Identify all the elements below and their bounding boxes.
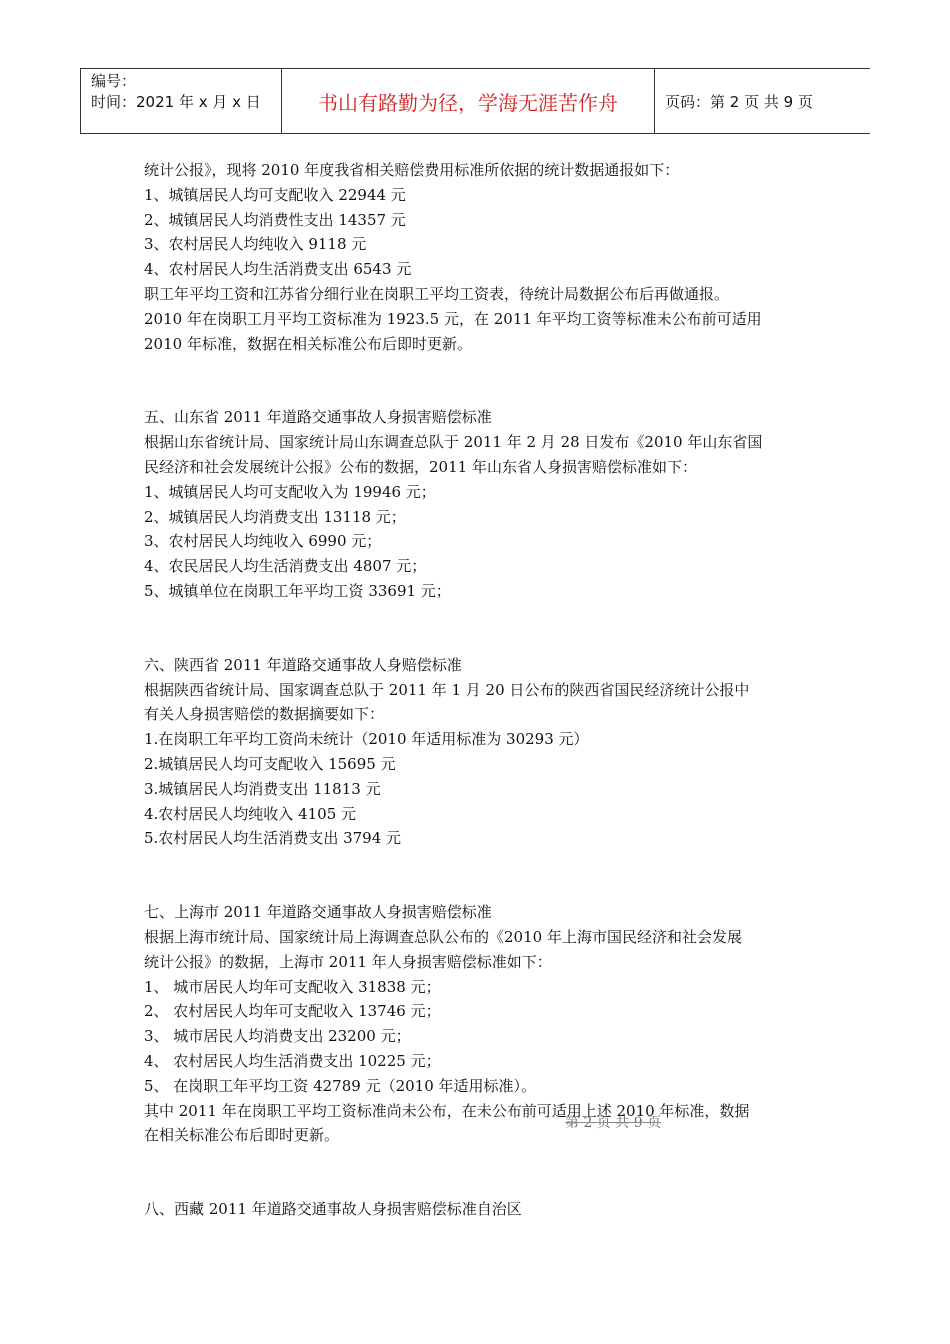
text-line: 1、 城市居民人均年可支配收入 31838 元； <box>144 977 441 996</box>
text-line: 4.农村居民人均纯收入 4105 元 <box>144 804 357 823</box>
text-line: 3.城镇居民人均消费支出 11813 元 <box>144 779 381 798</box>
text-line: 3、农村居民人均纯收入 9118 元 <box>144 235 367 254</box>
text-line: 根据上海市统计局、国家统计局上海调查总队公布的《2010 年上海市国民经济和社会发展 <box>144 927 742 946</box>
text-line: 2、 农村居民人均年可支配收入 13746 元； <box>144 1002 441 1021</box>
text-line: 1、城镇居民人均可支配收入为 19946 元； <box>144 482 436 501</box>
text-line: 1.在岗职工年平均工资尚未统计（2010 年适用标准为 30293 元） <box>144 730 589 749</box>
header-info-cell <box>81 69 282 133</box>
page-footer-overlay: 第 2 页 共 9 页 <box>565 1115 662 1131</box>
text-line: 2010 年在岗职工月平均工资标准为 1923.5 元，在 2011 年平均工资等标准未公布前可适用 <box>144 309 762 328</box>
text-line: 八、西藏 2011 年道路交通事故人身损害赔偿标准自治区 <box>144 1200 522 1219</box>
text-line: 3、 城市居民人均消费支出 23200 元； <box>144 1027 411 1046</box>
text-line: 2010 年标准，数据在相关标准公布后即时更新。 <box>144 334 472 353</box>
header-page-code: 页码：第 2 页 共 9 页 <box>665 92 813 111</box>
text-line: 5、城镇单位在岗职工年平均工资 33691 元； <box>144 581 451 600</box>
text-line: 在相关标准公布后即时更新。 <box>144 1126 340 1145</box>
document-body <box>144 158 814 1222</box>
text-line: 六、陕西省 2011 年道路交通事故人身赔偿标准 <box>144 655 462 674</box>
text-line: 七、上海市 2011 年道路交通事故人身损害赔偿标准 <box>144 903 492 922</box>
text-line: 其中 2011 年在岗职工平均工资标准尚未公布，在未公布前可适用上述 2010 年标准，数据 <box>144 1101 750 1120</box>
text-line: 2、城镇居民人均消费支出 13118 元； <box>144 507 406 526</box>
text-line: 4、农村居民人均生活消费支出 6543 元 <box>144 260 412 279</box>
text-line: 2、城镇居民人均消费性支出 14357 元 <box>144 210 406 229</box>
text-line: 4、农民居民人均生活消费支出 4807 元； <box>144 557 427 576</box>
text-line: 5、 在岗职工年平均工资 42789 元（2010 年适用标准）。 <box>144 1076 537 1095</box>
text-line: 4、 农村居民人均生活消费支出 10225 元； <box>144 1051 441 1070</box>
text-line: 根据山东省统计局、国家统计局山东调查总队于 2011 年 2 月 28 日发布《2010 年山东省国 <box>144 433 763 452</box>
text-line: 2.城镇居民人均可支配收入 15695 元 <box>144 754 396 773</box>
text-line: 统计公报》的数据，上海市 2011 年人身损害赔偿标准如下： <box>144 952 552 971</box>
text-line: 职工年平均工资和江苏省分细行业在岗职工平均工资表，待统计局数据公布后再做通报。 <box>144 284 730 303</box>
text-line: 民经济和社会发展统计公报》公布的数据，2011 年山东省人身损害赔偿标准如下： <box>144 457 697 476</box>
text-line: 3、农村居民人均纯收入 6990 元； <box>144 532 382 551</box>
text-line: 1、城镇居民人均可支配收入 22944 元 <box>144 185 406 204</box>
document-number-label: 编号： <box>91 72 137 90</box>
text-line: 五、山东省 2011 年道路交通事故人身损害赔偿标准 <box>144 408 492 427</box>
text-line: 5.农村居民人均生活消费支出 3794 元 <box>144 829 402 848</box>
text-line: 统计公报》，现将 2010 年度我省相关赔偿费用标准所依据的统计数据通报如下： <box>144 161 680 179</box>
text-line: 根据陕西省统计局、国家调查总队于 2011 年 1 月 20 日公布的陕西省国民经济统计公报中 <box>144 680 750 699</box>
text-line: 有关人身损害赔偿的数据摘要如下： <box>144 705 385 724</box>
document-time-label: 时间：2021 年 x 月 x 日 <box>91 93 261 111</box>
document-header <box>80 68 870 134</box>
header-motto: 书山有路勤为径，学海无涯苦作舟 <box>282 69 655 133</box>
